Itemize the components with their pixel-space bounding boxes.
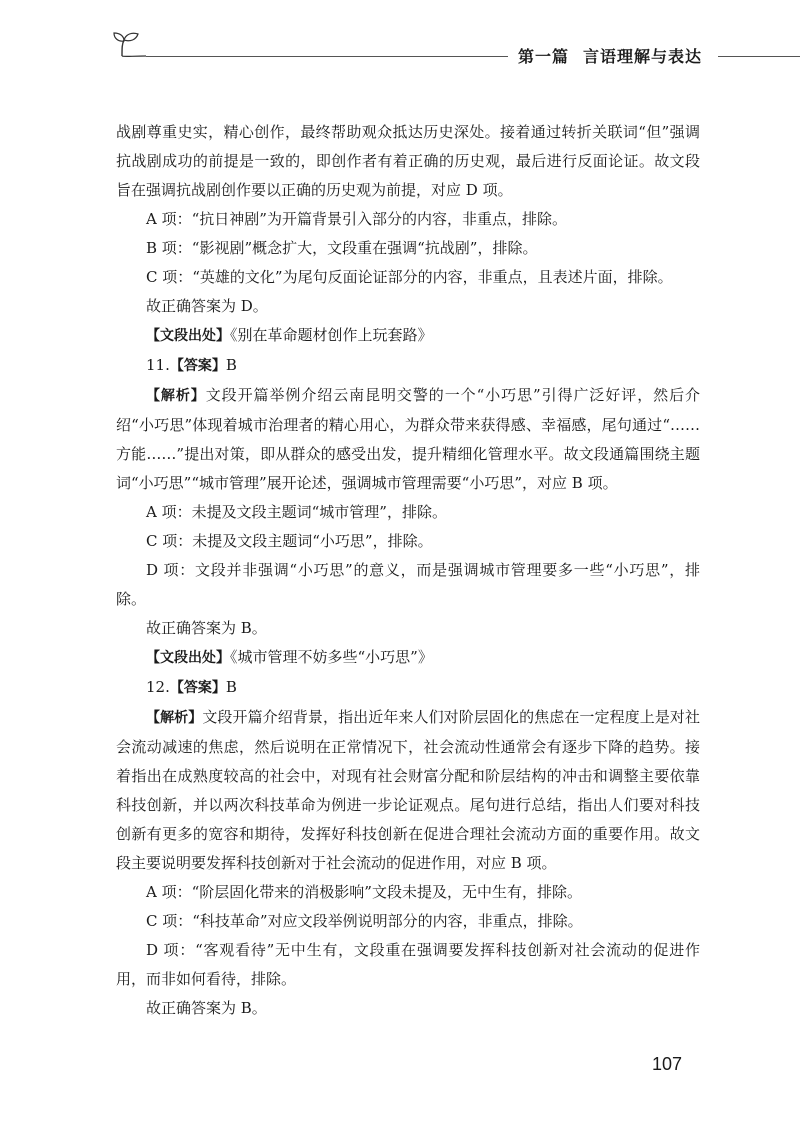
source-line bbox=[116, 643, 700, 673]
option-d-explanation: D 项：文段并非强调“小巧思”的意义，而是强调城市管理要多一些“小巧思”，排除。 bbox=[116, 561, 700, 608]
correct-answer-line: 故正确答案为 B。 bbox=[146, 999, 267, 1017]
answer-line-11 bbox=[116, 351, 700, 381]
sprout-icon bbox=[112, 30, 146, 58]
answer-label: 【答案】 bbox=[169, 680, 226, 696]
option-a-explanation: A 项：“抗日神剧”为开篇背景引入部分的内容，非重点，排除。 bbox=[146, 210, 567, 228]
analysis-11 bbox=[116, 381, 700, 498]
answer-value: B bbox=[225, 356, 237, 374]
option-b-explanation: B 项：“影视剧”概念扩大，文段重在强调“抗战剧”，排除。 bbox=[146, 239, 538, 257]
header-rule-left bbox=[146, 56, 508, 57]
correct-answer-line: 故正确答案为 D。 bbox=[146, 297, 268, 315]
page-body bbox=[116, 118, 700, 1023]
analysis-text: 文段开篇举例介绍云南昆明交警的一个“小巧思”引得广泛好评，然后介绍“小巧思”体现着城市治理者的精心用心，为群众带来获得感、幸福感，尾句通过“……方能……”提出对策，即从群众的感受出发，提升精细化管理水平。故文段通篇围绕主题词“小巧思”“城市管理”展开论述，强调城市管理需要“小巧思”，对应 B 项。 bbox=[116, 386, 700, 492]
question-number: 11. bbox=[146, 356, 170, 374]
option-c-explanation: C 项：“英雄的文化”为尾句反面论证部分的内容，非重点，且表述片面，排除。 bbox=[146, 268, 673, 286]
option-a-explanation: A 项：“阶层固化带来的消极影响”文段未提及，无中生有，排除。 bbox=[146, 883, 582, 901]
source-label: 【文段出处】 bbox=[146, 328, 230, 344]
header-title bbox=[518, 44, 702, 67]
header-rule-right bbox=[718, 56, 800, 57]
source-title: 《城市管理不妨多些“小巧思”》 bbox=[230, 648, 433, 666]
option-c-explanation: C 项：未提及文段主题词“小巧思”，排除。 bbox=[146, 532, 433, 550]
answer-line-12 bbox=[116, 673, 700, 703]
analysis-label: 【解析】 bbox=[146, 710, 203, 726]
option-c-explanation: C 项：“科技革命”对应文段举例说明部分的内容，非重点，排除。 bbox=[146, 912, 583, 930]
analysis-label: 【解析】 bbox=[146, 388, 206, 404]
source-line bbox=[116, 321, 700, 351]
running-header bbox=[0, 0, 800, 80]
correct-answer-line: 故正确答案为 B。 bbox=[146, 619, 267, 637]
question-number: 12. bbox=[146, 678, 170, 696]
analysis-text: 文段开篇介绍背景，指出近年来人们对阶层固化的焦虑在一定程度上是对社会流动减速的焦虑，然后说明在正常情况下，社会流动性通常会有逐步下降的趋势。接着指出在成熟度较高的社会中，对现有社会财富分配和阶层结构的冲击和调整主要依靠科技创新，并以两次科技革命为例进一步论证观点。尾句进行总结，指出人们要对科技创新有更多的宽容和期待，发挥好科技创新在促进合理社会流动方面的重要作用。故文段主要说明要发挥科技创新对于社会流动的促进作用，对应 B 项。 bbox=[116, 708, 701, 872]
header-section-title: 言语理解与表达 bbox=[583, 47, 703, 66]
paragraph: 战剧尊重史实，精心创作，最终帮助观众抵达历史深处。接着通过转折关联词“但”强调抗战剧成功的前提是一致的，即创作者有着正确的历史观，最后进行反面论证。故文段旨在强调抗战剧创作要以正确的历史观为前提，对应 D 项。 bbox=[116, 123, 700, 199]
answer-value: B bbox=[225, 678, 237, 696]
answer-label: 【答案】 bbox=[169, 358, 226, 374]
header-part: 第一篇 bbox=[518, 47, 570, 66]
source-label: 【文段出处】 bbox=[146, 650, 230, 666]
option-d-explanation: D 项：“客观看待”无中生有，文段重在强调要发挥科技创新对社会流动的促进作用，而非如何看待，排除。 bbox=[116, 941, 700, 988]
analysis-12 bbox=[116, 703, 700, 878]
option-a-explanation: A 项：未提及文段主题词“城市管理”，排除。 bbox=[146, 503, 447, 521]
page-number: 107 bbox=[652, 1054, 683, 1074]
source-title: 《别在革命题材创作上玩套路》 bbox=[230, 326, 433, 344]
